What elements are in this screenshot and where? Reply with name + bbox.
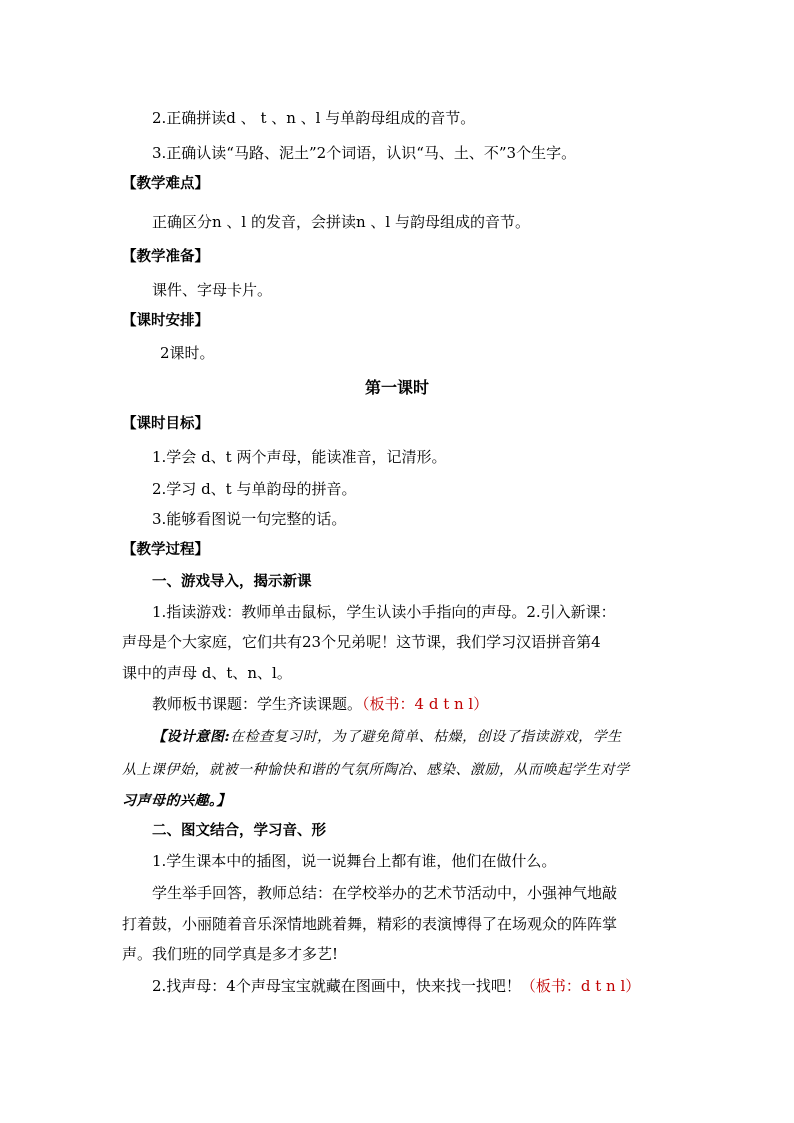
preparation-text: 课件、字母卡片。	[152, 281, 273, 299]
paragraph-4-line-2: 打着鼓，小丽随着音乐深情地跳着舞，精彩的表演博得了在场观众的阵阵掌	[122, 915, 618, 933]
objective-3: 3.正确认读“马路、泥土”2个词语，认识“马、土、不”3个生字。	[152, 144, 577, 162]
paragraph-4-line-1: 学生举手回答，教师总结：在学校举办的艺术节活动中，小强神气地敲	[152, 884, 618, 902]
step-2-title: 二、图文结合，学习音、形	[152, 822, 326, 839]
paragraph-4-line-3: 声。我们班的同学真是多才多艺!	[122, 945, 339, 963]
paragraph-1-line-3: 课中的声母 d、t、n、l。	[122, 664, 292, 682]
goal-3: 3.能够看图说一句完整的话。	[152, 510, 347, 528]
paragraph-1-line-1: 1.指读游戏：教师单击鼠标，学生认读小手指向的声母。2.引入新课：	[152, 603, 616, 621]
heading-schedule: 【课时安排】	[122, 312, 209, 329]
design-intent-line-3: 习声母的兴趣。】	[122, 793, 231, 809]
goal-1: 1.学会 d、t 两个声母，能读准音，记清形。	[152, 448, 447, 466]
paragraph-2-text: 教师板书课题：学生齐读课题。	[152, 695, 363, 713]
heading-difficulty: 【教学难点】	[122, 175, 209, 192]
blackboard-note-2: （板书：d t n l）	[520, 977, 641, 995]
step-1-title: 一、游戏导入，揭示新课	[152, 573, 312, 590]
section-title: 第一课时	[364, 378, 429, 397]
design-intent-line-2: 从上课伊始，就被一种愉快和谐的气氛所陶冶、感染、激励，从而唤起学生对学	[122, 762, 630, 778]
paragraph-5-text: 2.找声母：4个声母宝宝就藏在图画中，快来找一找吧！	[152, 977, 521, 995]
heading-teaching-process: 【教学过程】	[122, 541, 209, 558]
schedule-text: 2课时。	[160, 344, 215, 362]
objective-2: 2.正确拼读d 、 t 、n 、l 与单韵母组成的音节。	[152, 109, 476, 127]
heading-lesson-goals: 【课时目标】	[122, 415, 209, 432]
goal-2: 2.学习 d、t 与单韵母的拼音。	[152, 480, 357, 498]
heading-preparation: 【教学准备】	[122, 248, 209, 265]
paragraph-1-line-2: 声母是个大家庭，它们共有23个兄弟呢！这节课，我们学习汉语拼音第4	[122, 633, 601, 651]
difficulty-text: 正确区分n 、l 的发音，会拼读n 、l 与韵母组成的音节。	[152, 213, 530, 231]
paragraph-2	[152, 694, 488, 714]
design-intent-text-1: 在检查复习时，为了避免简单、枯燥，创设了指读游戏，学生	[230, 729, 622, 745]
paragraph-5	[152, 976, 640, 996]
blackboard-note-1: （板书：4 d t n l）	[362, 695, 489, 713]
paragraph-3: 1.学生课本中的插图，说一说舞台上都有谁，他们在做什么。	[152, 852, 557, 870]
design-intent-line-1	[152, 727, 622, 747]
design-intent-label: 【设计意图:	[152, 729, 231, 745]
